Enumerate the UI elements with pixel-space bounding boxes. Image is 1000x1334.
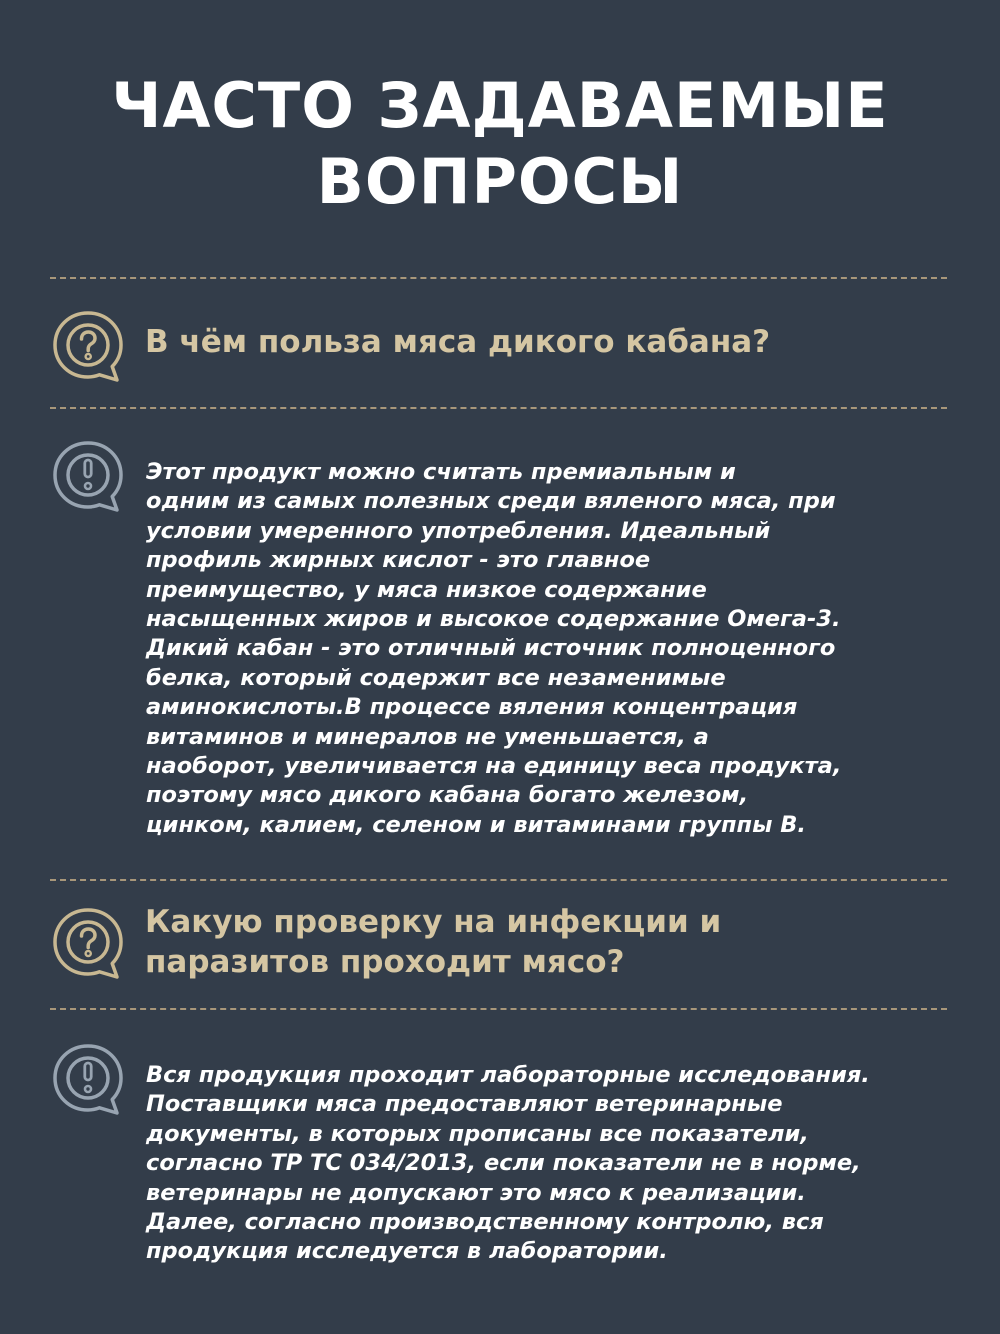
page-title — [0, 68, 1000, 220]
question-bubble-icon — [50, 905, 126, 981]
exclamation-bubble-icon — [50, 438, 126, 514]
answer-line: продукция исследуется в лаборатории. — [146, 1238, 668, 1265]
divider — [50, 277, 947, 279]
faq-question-2 — [145, 902, 721, 982]
answer-line: условии умеренного употребления. Идеальный — [146, 517, 771, 544]
faq-question-1-line-1: В чём польза мяса дикого кабана? — [145, 324, 771, 360]
faq-answer-1 — [146, 458, 956, 840]
answer-line: наоборот, увеличивается на единицу веса продукта, — [146, 753, 842, 780]
answer-line: документы, в которых прописаны все показатели, — [146, 1120, 809, 1147]
answer-line: Далее, согласно производственному контролю, вся — [146, 1209, 824, 1236]
answer-line: белка, который содержит все незаменимые — [146, 664, 726, 691]
faq-question-1 — [145, 322, 770, 362]
faq-question-2-line-1: Какую проверку на инфекции и — [145, 904, 722, 940]
answer-line: насыщенных жиров и высокое содержание Омега-3. — [146, 606, 841, 633]
exclamation-bubble-icon — [50, 1041, 126, 1117]
question-bubble-icon — [50, 308, 126, 384]
answer-line: Дикий кабан - это отличный источник полноценного — [146, 635, 836, 662]
faq-answer-2 — [146, 1061, 956, 1267]
page-title-line-1: ЧАСТО ЗАДАВАЕМЫЕ — [111, 69, 889, 142]
answer-line: Этот продукт можно считать премиальным и — [146, 459, 736, 485]
answer-line: ветеринары не допускают это мясо к реализации. — [146, 1179, 806, 1206]
divider — [50, 1008, 947, 1010]
answer-line: цинком, калием, селеном и витаминами группы В. — [146, 811, 806, 838]
page-title-line-2: ВОПРОСЫ — [316, 145, 684, 218]
answer-line: согласно ТР ТС 034/2013, если показатели не в норме, — [146, 1150, 861, 1177]
answer-line: Вся продукция проходит лабораторные исследования. — [146, 1062, 870, 1088]
answer-line: профиль жирных кислот - это главное — [146, 547, 651, 574]
divider — [50, 879, 947, 881]
divider — [50, 407, 947, 409]
answer-line: одним из самых полезных среди вяленого мяса, при — [146, 488, 836, 515]
answer-line: преимущество, у мяса низкое содержание — [146, 576, 707, 603]
faq-question-2-line-2: паразитов проходит мясо? — [145, 944, 625, 980]
answer-line: аминокислоты.В процессе вяления концентрация — [146, 694, 798, 721]
answer-line: витаминов и минералов не уменьшается, а — [146, 723, 709, 750]
answer-line: поэтому мясо дикого кабана богато железом, — [146, 782, 749, 809]
answer-line: Поставщики мяса предоставляют ветеринарные — [146, 1091, 783, 1118]
